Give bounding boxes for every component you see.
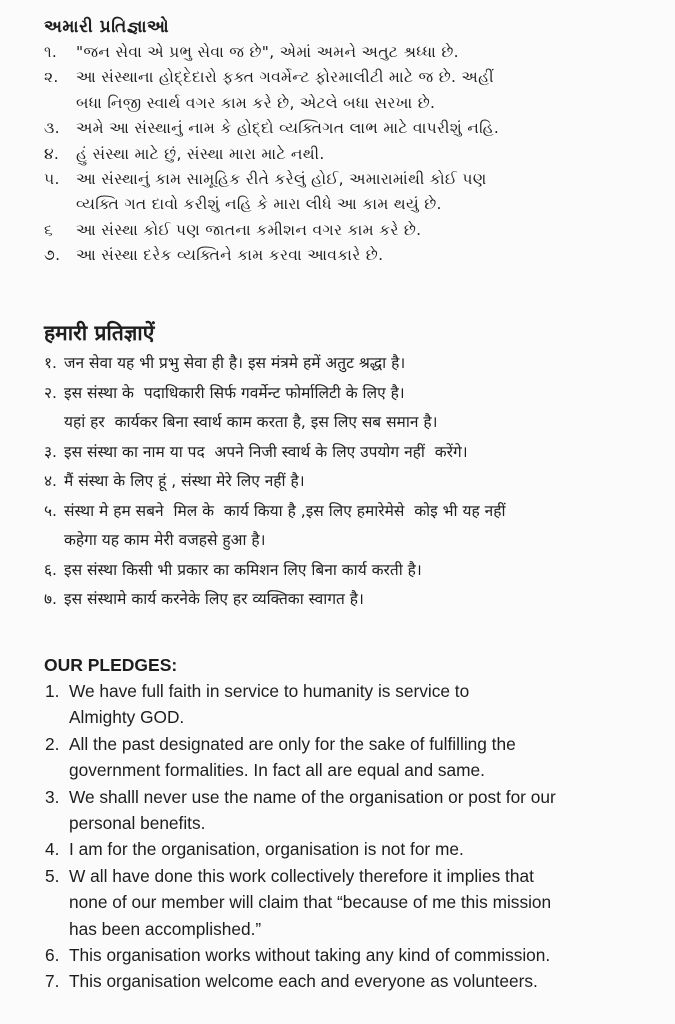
item-number: ४. xyxy=(44,472,57,490)
item-number: ३. xyxy=(44,442,57,461)
item-number: 3. xyxy=(45,786,60,807)
item-text: I am for the organisation, organisation is not for me. xyxy=(69,839,464,860)
list-item xyxy=(0,836,675,862)
item-text: We shalll never use the name of the organisation or post for our personal benefits. xyxy=(69,786,556,834)
item-text: આ સંસ્થાના હોદ્દેદારો ફક્ત ગવર્મેન્ટ ફોરમાલીટી માટે જ છે. અહીં બધા નિજી સ્વાર્થ વગર કામ કરે છે, એટલે બધા સરખા છે. xyxy=(76,68,494,112)
english-pledges-section xyxy=(0,652,675,995)
item-text: This organisation welcome each and everyone as volunteers. xyxy=(69,971,538,992)
hindi-pledge-list xyxy=(0,349,675,615)
item-text: इस संस्था का नाम या पद अपने निजी स्वार्थ के लिए उपयोग नहीं करेंगे। xyxy=(64,442,468,461)
item-text: इस संस्था के पदाधिकारी सिर्फ गवर्मेन्ट फोर्मालिटी के लिए है। यहां हर कार्यकर बिना स्वार्थ काम करता है, इस लिए सब समान है। xyxy=(64,383,438,431)
gujarati-pledges-section xyxy=(0,14,675,269)
item-number: ૬ xyxy=(44,220,53,239)
list-item xyxy=(0,218,675,243)
item-number: ૨. xyxy=(44,68,59,87)
item-number: 4. xyxy=(45,839,60,860)
item-text: W all have done this work collectively therefore it implies that none of our member will claim that “because of me this mission has been accomplished.” xyxy=(69,865,552,939)
item-number: ૪. xyxy=(44,144,60,163)
item-number: ૫. xyxy=(44,170,60,189)
list-item xyxy=(0,731,675,784)
list-item xyxy=(0,968,675,994)
list-item xyxy=(0,349,675,379)
list-item xyxy=(0,942,675,968)
item-text: "જન સેવા એ પ્રભુ સેવા જ છે", એમાં અમને અતુટ શ્રધ્ધા છે. xyxy=(76,43,459,61)
item-text: संस्था मे हम सबने मिल के कार्य किया है ,इस लिए हमारेमेसे कोइ भी यह नहीं कहेगा यह काम मेरी वजहसे हुआ है। xyxy=(64,501,506,549)
list-item xyxy=(0,379,675,438)
item-number: ૧. xyxy=(44,43,58,61)
list-item xyxy=(0,784,675,837)
list-item xyxy=(0,65,675,116)
item-text: मैं संस्था के लिए हूं , संस्था मेरे लिए नहीं है। xyxy=(64,472,305,490)
item-number: 5. xyxy=(45,865,60,886)
item-text: હું સંસ્થા માટે છું, સંસ્થા મારા માટે નથી. xyxy=(76,144,325,163)
item-text: जन सेवा यह भी प्रभु सेवा ही है। इस मंत्रमे हमें अतुट श्रद्धा है। xyxy=(64,354,406,372)
item-number: 7. xyxy=(45,971,60,992)
item-text: इस संस्था किसी भी प्रकार का कमिशन लिए बिना कार्य करती है। xyxy=(64,560,422,579)
gujarati-pledge-list xyxy=(0,40,675,269)
list-item xyxy=(0,116,675,141)
list-item xyxy=(0,863,675,942)
hindi-pledges-section xyxy=(0,317,675,615)
list-item xyxy=(0,678,675,731)
list-item xyxy=(0,497,675,556)
item-number: ૭. xyxy=(44,246,61,265)
hindi-heading: हमारी प्रतिज्ञाऐं xyxy=(44,321,155,345)
list-item xyxy=(0,467,675,497)
list-item xyxy=(0,556,675,586)
item-number: 1. xyxy=(45,681,60,701)
list-item xyxy=(0,585,675,615)
item-text: આ સંસ્થા કોઈ પણ જાતના કમીશન વગર કામ કરે છે. xyxy=(76,220,422,239)
item-number: 6. xyxy=(45,945,60,966)
item-number: ૩. xyxy=(44,119,60,138)
item-number: 2. xyxy=(45,733,60,754)
item-text: અમે આ સંસ્થાનું નામ કે હોદ્દો વ્યક્તિગત લાભ માટે વાપરીશું નહિ. xyxy=(76,119,500,138)
item-text: આ સંસ્થાનું કામ સામૂહિક રીતે કરેલું હોઈ, અમારામાંથી કોઈ પણ વ્યક્તિ ગત દાવો કરીશું નહિ કે મારા લીધે આ કામ થયું છે. xyxy=(76,170,487,214)
gujarati-heading: અમારી પ્રતિજ્ઞાઓ xyxy=(44,17,170,37)
english-heading: OUR PLEDGES: xyxy=(44,655,178,675)
item-text: આ સંસ્થા દરેક વ્યક્તિને કામ કરવા આવકારે છે. xyxy=(76,246,384,265)
item-text: We have full faith in service to humanity is service to Almighty GOD. xyxy=(69,681,470,728)
item-number: १. xyxy=(44,354,57,372)
item-number: २. xyxy=(44,383,57,402)
item-text: All the past designated are only for the sake of fulfilling the government formalities. In fact all are equal and same. xyxy=(69,733,516,781)
item-number: ५. xyxy=(44,501,57,520)
english-pledge-list xyxy=(0,678,675,995)
list-item xyxy=(0,243,675,268)
list-item xyxy=(0,142,675,167)
list-item xyxy=(0,438,675,468)
list-item xyxy=(0,40,675,65)
item-text: इस संस्थामे कार्य करनेके लिए हर व्यक्तिका स्वागत है। xyxy=(64,590,364,608)
item-number: ६. xyxy=(44,560,57,579)
item-number: ७. xyxy=(44,590,57,608)
list-item xyxy=(0,167,675,218)
item-text: This organisation works without taking any kind of commission. xyxy=(69,945,551,966)
